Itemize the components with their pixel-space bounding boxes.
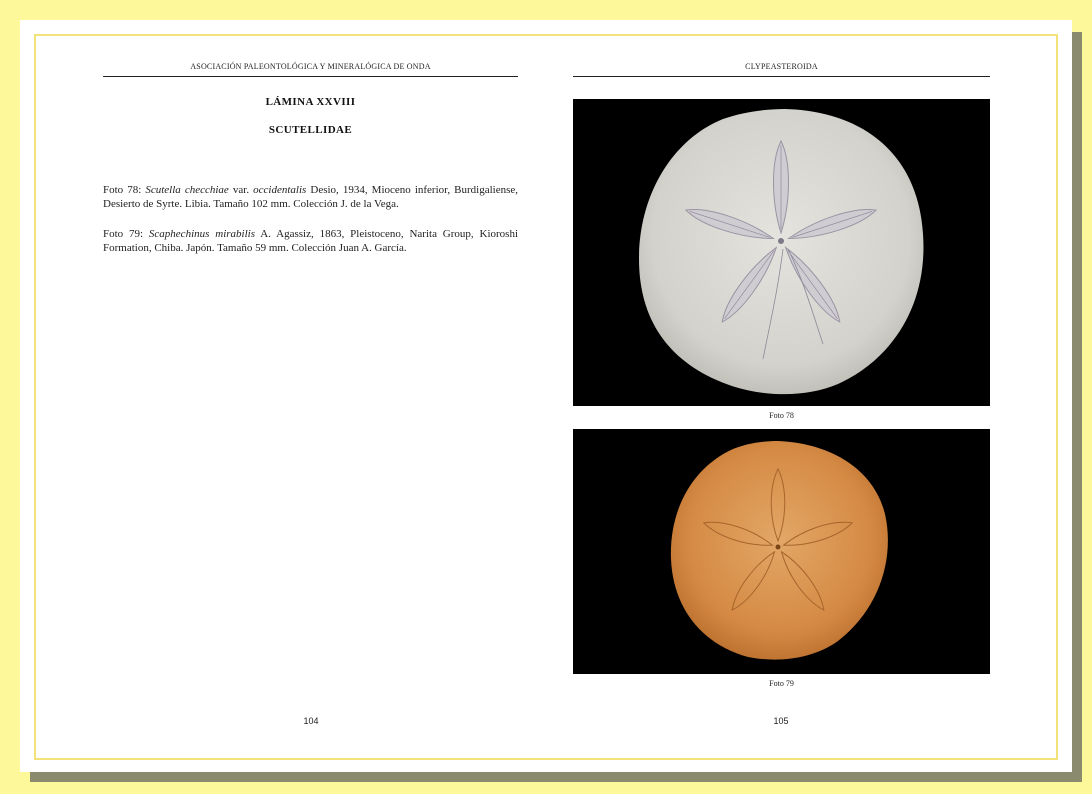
left-header-rule bbox=[103, 76, 518, 77]
entry-foto-78 bbox=[103, 183, 518, 211]
sand-dollar-78-image bbox=[573, 99, 990, 406]
photo-78 bbox=[573, 99, 990, 406]
caption-foto-78: Foto 78 bbox=[769, 411, 794, 420]
sand-dollar-79-image bbox=[573, 429, 990, 674]
right-page-number: 105 bbox=[773, 716, 789, 726]
family-title: SCUTELLIDAE bbox=[268, 124, 353, 136]
entry-connector: var. bbox=[232, 184, 250, 196]
entry-foto-79 bbox=[103, 227, 518, 255]
right-running-header: CLYPEASTEROIDA bbox=[745, 62, 818, 71]
entry-details: A. Agassiz, 1863, Pleistoceno, Narita Group, Kioroshi Formation, Chiba. Japón. Tamaño 59 mm. Colección Juan A. García. bbox=[103, 228, 519, 254]
caption-foto-79: Foto 79 bbox=[769, 679, 794, 688]
entry-details: Desio, 1934, Mioceno inferior, Burdigaliense, Desierto de Syrte. Libia. Tamaño 102 mm. Colección J. de la Vega. bbox=[103, 184, 519, 210]
left-running-header: ASOCIACIÓN PALEONTOLÓGICA Y MINERALÓGICA DE ONDA bbox=[190, 62, 431, 71]
species-name: Scaphechinus mirabilis bbox=[148, 228, 255, 240]
left-page-number: 104 bbox=[303, 716, 319, 726]
plate-title: LÁMINA XXVIII bbox=[265, 96, 356, 108]
book-spread bbox=[20, 20, 1072, 772]
right-header-rule bbox=[573, 76, 990, 77]
variety-name: occidentalis bbox=[253, 184, 307, 196]
entry-label: Foto 78: bbox=[103, 184, 142, 196]
photo-79 bbox=[573, 429, 990, 674]
species-name: Scutella checchiae bbox=[145, 184, 229, 196]
entry-label: Foto 79: bbox=[103, 228, 144, 240]
